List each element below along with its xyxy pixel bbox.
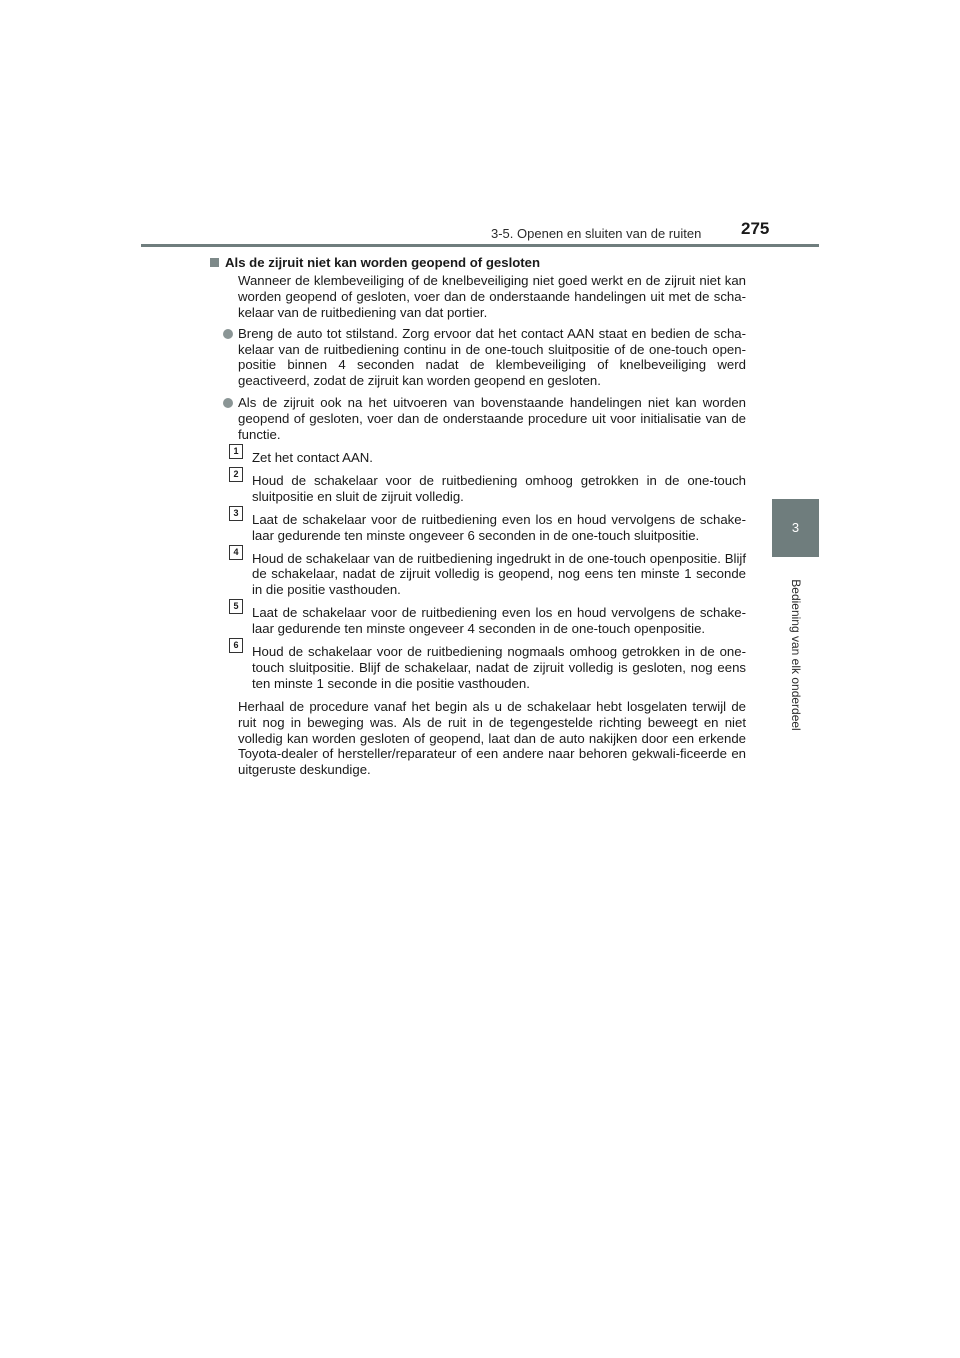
step-item (233, 507, 746, 544)
chapter-label: Bediening van elk onderdeel (789, 579, 803, 731)
bullet-text: Breng de auto tot stilstand. Zorg ervoor dat het contact AAN staat en bedien de scha-kelaar van de ruitbediening continu in de one-touch sluitpositie of de one-touch open-positie binnen 4 seconden nadat de klembeveiliging of knelbeveiliging werd geactiveerd, zodat de zijruit kan worden geopend en gesloten. (238, 325, 746, 389)
step-number-badge: 3 (229, 506, 243, 521)
section-heading (210, 255, 746, 271)
step-text: Houd de schakelaar voor de ruitbediening omhoog getrokken in de one-touch sluitpositie en sluit de zijruit volledig. (252, 472, 746, 504)
square-bullet-icon (210, 258, 219, 267)
step-item (233, 601, 746, 637)
step-number-badge: 4 (229, 545, 243, 560)
step-number-badge: 2 (229, 467, 243, 482)
circle-bullet-icon (223, 398, 233, 408)
step-text: Zet het contact AAN. (252, 449, 373, 465)
header-divider (141, 244, 819, 247)
step-number-badge: 5 (229, 599, 243, 614)
step-item (233, 445, 746, 466)
step-number-badge: 1 (229, 444, 243, 459)
main-content (210, 255, 746, 783)
step-text: Houd de schakelaar voor de ruitbediening nogmaals omhoog getrokken in de one-touch sluitpositie. Blijf de schakelaar, nadat de zijruit volledig is gesloten, nog eens ten minste 1 seconde in die positie vasthouden. (252, 644, 746, 691)
bullet-item (238, 395, 746, 443)
page-number: 275 (741, 219, 770, 238)
chapter-number: 3 (791, 520, 800, 535)
step-item (233, 640, 746, 692)
step-text: Houd de schakelaar van de ruitbediening ingedrukt in de one-touch openpositie. Blijf de schakelaar, nadat de zijruit volledig is geopend, nog eens ten minste 1 seconde in die positie vasthouden. (252, 550, 746, 598)
intro-paragraph: Wanneer de klembeveiliging of de knelbeveiliging niet goed werkt en de zijruit niet kan worden geopend of gesloten, voer dan de onderstaande handelingen uit met de scha-kelaar van de ruitbediening van dat portier. (238, 272, 746, 320)
step-list (210, 445, 746, 692)
step-item (233, 468, 746, 505)
step-text: Laat de schakelaar voor de ruitbediening even los en houd vervolgens de schake-laar gedurende ten minste ongeveer 6 seconden in de one-touch sluitpositie. (252, 511, 746, 543)
bullet-text: Als de zijruit ook na het uitvoeren van bovenstaande handelingen niet kan worden geopend of gesloten, voer dan de onderstaande procedure uit voor initialisatie van de functie. (238, 395, 746, 443)
circle-bullet-icon (223, 329, 233, 339)
section-heading-text: Als de zijruit niet kan worden geopend of gesloten (225, 255, 541, 270)
step-item (233, 546, 746, 599)
closing-paragraph: Herhaal de procedure vanaf het begin als u de schakelaar hebt losgelaten terwijl de ruit nog in beweging was. Als de ruit in de tegengestelde richting beweegt en niet volledig kan worden gesloten of geopend, laat dan de auto nakijken door een erkende Toyota-dealer of hersteller/reparateur of een andere naar behoren gekwali-ficeerde en uitgeruste deskundige. (238, 698, 746, 778)
step-text: Laat de schakelaar voor de ruitbediening even los en houd vervolgens de schake-laar gedurende ten minste ongeveer 4 seconden in de one-touch openpositie. (252, 605, 746, 637)
step-number-badge: 6 (229, 638, 243, 653)
section-title: 3-5. Openen en sluiten van de ruiten (491, 226, 702, 241)
bullet-item (238, 326, 746, 390)
chapter-tab (772, 499, 819, 557)
